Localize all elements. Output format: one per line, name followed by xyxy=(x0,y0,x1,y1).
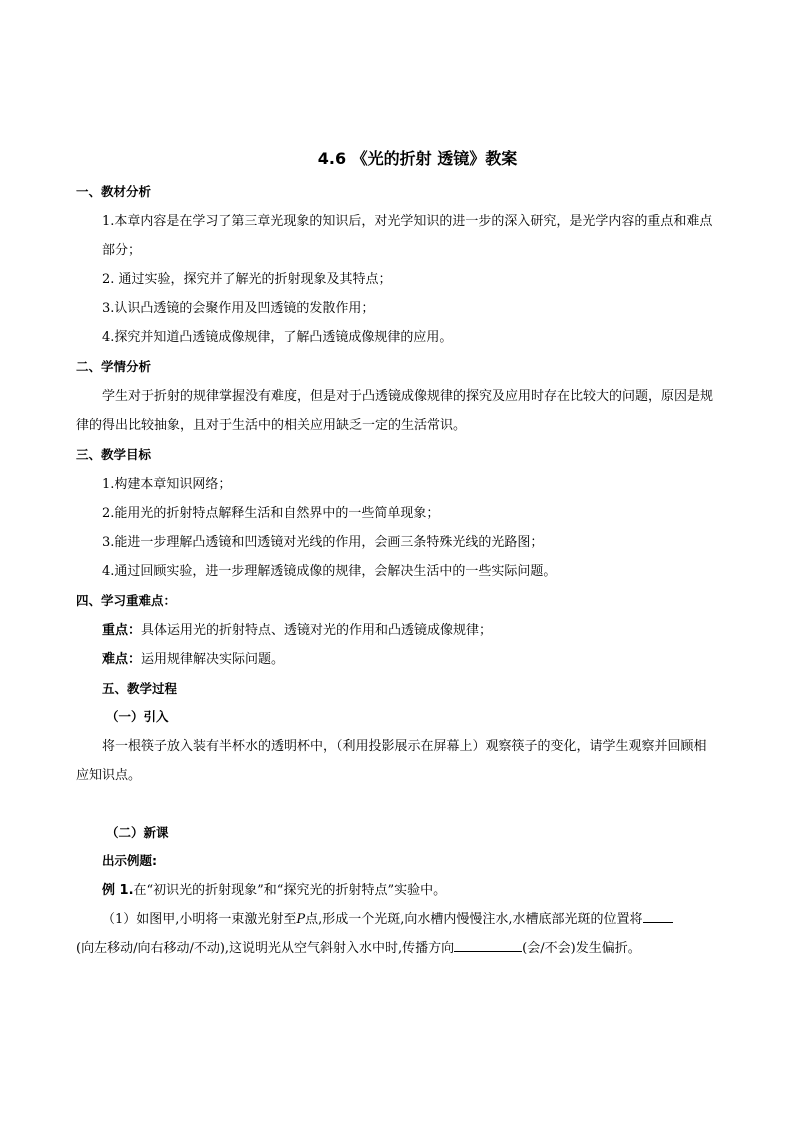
difficulty-line xyxy=(76,645,719,674)
question-1-part2: 点,形成一个光斑,向水槽内慢慢注水,水槽底部光斑的位置将 xyxy=(305,912,643,927)
section-heading-textbook-analysis: 一、教材分析 xyxy=(76,184,152,199)
point-p-label: P xyxy=(296,912,306,927)
question-1-part1: （1）如图甲,小明将一束激光射至 xyxy=(102,912,297,927)
section3-item-4: 4.通过回顾实验，进一步理解透镜成像的规律，会解决生活中的一些实际问题。 xyxy=(102,564,557,579)
section3-item-1: 1.构建本章知识网络； xyxy=(102,477,232,492)
section-heading-teaching-goals: 三、教学目标 xyxy=(76,447,152,462)
document-page xyxy=(76,145,719,963)
spacer xyxy=(76,790,719,818)
section-heading-student-analysis: 二、学情分析 xyxy=(76,359,152,374)
subheading-introduction: （一）引入 xyxy=(106,709,169,724)
document-title: 4.6 《光的折射 透镜》教案 xyxy=(317,149,518,168)
section2-paragraph: 学生对于折射的规律掌握没有难度，但是对于凸透镜成像规律的探究及应用时存在比较大的问题，原因是规律的得出比较抽象，且对于生活中的相关应用缺乏一定的生活常识。 xyxy=(76,389,714,433)
question-1-part3: (向左移动/向右移动/不动),这说明光从空气斜射入水中时,传播方向 xyxy=(76,941,455,956)
difficulty-text: 运用规律解决实际问题。 xyxy=(141,652,285,667)
section1-item-1: 1.本章内容是在学习了第三章光现象的知识后，对光学知识的进一步的深入研究，是光学内容的重点和难点部分； xyxy=(102,214,713,258)
difficulty-label: 难点： xyxy=(102,652,142,667)
section-heading-teaching-process: 五、教学过程 xyxy=(102,681,178,696)
section1-item-3: 3.认识凸透镜的会聚作用及凹透镜的发散作用； xyxy=(102,301,375,316)
answer-blank-1 xyxy=(643,908,673,923)
section1-item-2: 2. 通过实验，探究并了解光的折射现象及其特点； xyxy=(102,272,392,287)
key-point-label: 重点： xyxy=(102,623,142,638)
example-1-label: 例 1. xyxy=(102,883,134,898)
example-heading: 出示例题: xyxy=(102,853,157,868)
subheading-new-lesson: （二）新课 xyxy=(106,825,169,840)
introduction-paragraph: 将一根筷子放入装有半杯水的透明杯中，（利用投影展示在屏幕上）观察筷子的变化，请学生观察并回顾相应知识点。 xyxy=(76,739,707,783)
section3-item-3: 3.能进一步理解凸透镜和凹透镜对光线的作用，会画三条特殊光线的光路图； xyxy=(102,535,544,550)
example-1-text: 在“初识光的折射现象”和“探究光的折射特点”实验中。 xyxy=(133,883,447,898)
question-1 xyxy=(76,905,719,934)
answer-blank-2 xyxy=(454,937,522,952)
question-1-part4: (会/不会)发生偏折。 xyxy=(522,941,641,956)
section1-item-4: 4.探究并知道凸透镜成像规律，了解凸透镜成像规律的应用。 xyxy=(102,330,453,345)
section-heading-key-points: 四、学习重难点： xyxy=(76,593,177,608)
section3-item-2: 2.能用光的折射特点解释生活和自然界中的一些简单现象； xyxy=(102,506,440,521)
question-1-continued xyxy=(76,934,719,963)
example-1-line xyxy=(76,876,719,905)
key-point-line xyxy=(76,616,719,645)
key-point-text: 具体运用光的折射特点、透镜对光的作用和凸透镜成像规律； xyxy=(141,623,493,638)
